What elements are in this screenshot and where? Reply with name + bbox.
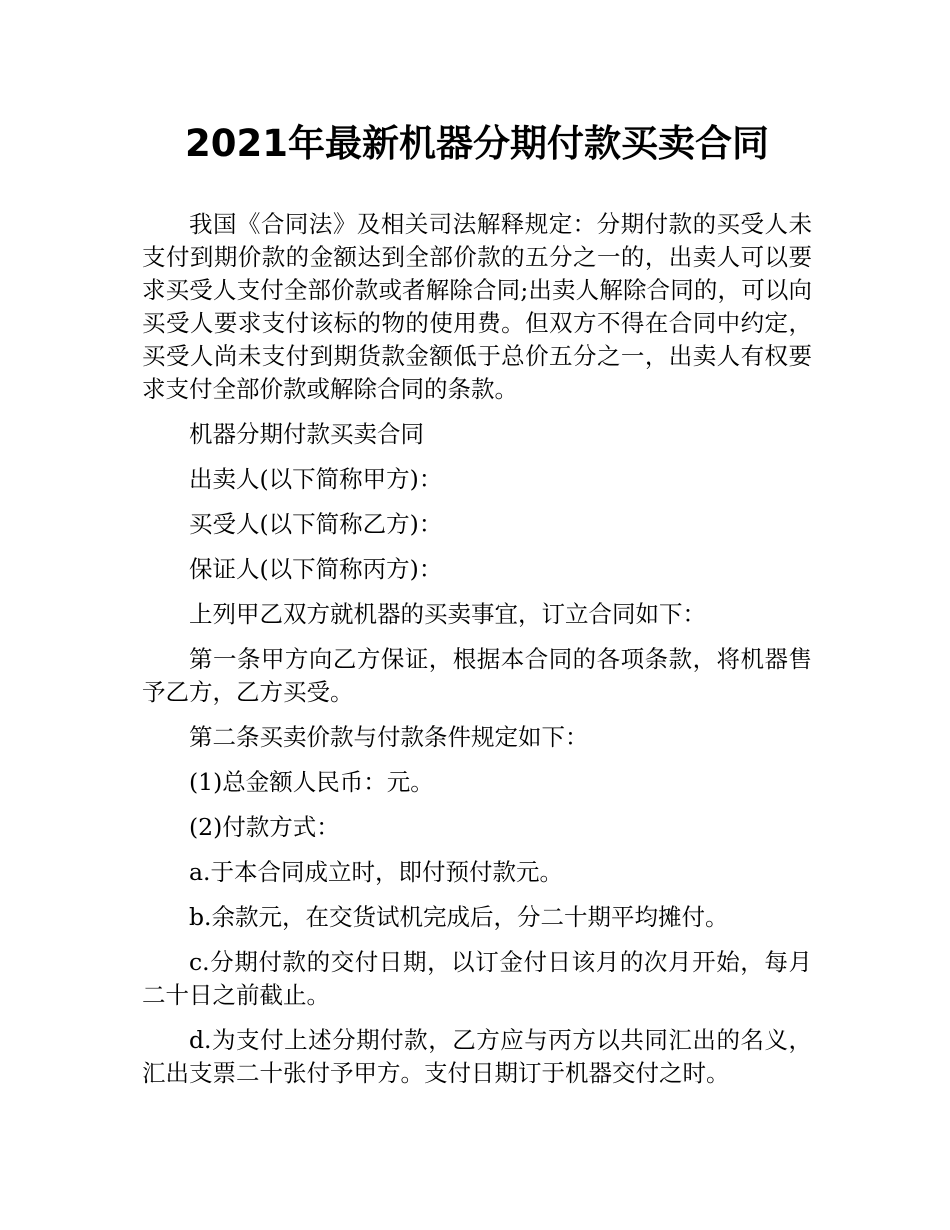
- document-title: 2021年最新机器分期付款买卖合同: [185, 122, 769, 165]
- article-2-item-1: (1)总金额人民币：元。: [189, 768, 434, 796]
- article-2-item-2: (2)付款方式：: [189, 813, 340, 841]
- payment-clause-a: a.于本合同成立时，即付预付款元。: [189, 858, 563, 886]
- payment-clause-d: d.为支付上述分期付款，乙方应与丙方以共同汇出的名义，汇出支票二十张付予甲方。支付日期订于机器交付之时。: [142, 1026, 812, 1087]
- payment-clause-b: b.余款元，在交货试机完成后，分二十期平均摊付。: [189, 903, 729, 931]
- guarantor-line: 保证人(以下简称丙方)：: [189, 555, 443, 583]
- preamble-line: 上列甲乙双方就机器的买卖事宜，订立合同如下：: [189, 600, 706, 628]
- article-1: 第一条甲方向乙方保证，根据本合同的各项条款，将机器售予乙方，乙方买受。: [142, 645, 812, 706]
- contract-name: 机器分期付款买卖合同: [189, 420, 424, 448]
- payment-clause-c: c.分期付款的交付日期，以订金付日该月的次月开始，每月二十日之前截止。: [142, 948, 812, 1009]
- intro-paragraph: 我国《合同法》及相关司法解释规定：分期付款的买受人未支付到期价款的金额达到全部价款的五分之一的，出卖人可以要求买受人支付全部价款或者解除合同;出卖人解除合同的，可以向买受人要求支付该标的物的使用费。但双方不得在合同中约定，买受人尚未支付到期货款金额低于总价五分之一，出卖人有权要求支付全部价款或解除合同的条款。: [142, 210, 812, 403]
- article-2: 第二条买卖价款与付款条件规定如下：: [189, 723, 589, 751]
- seller-line: 出卖人(以下简称甲方)：: [189, 465, 443, 493]
- buyer-line: 买受人(以下简称乙方)：: [189, 510, 443, 538]
